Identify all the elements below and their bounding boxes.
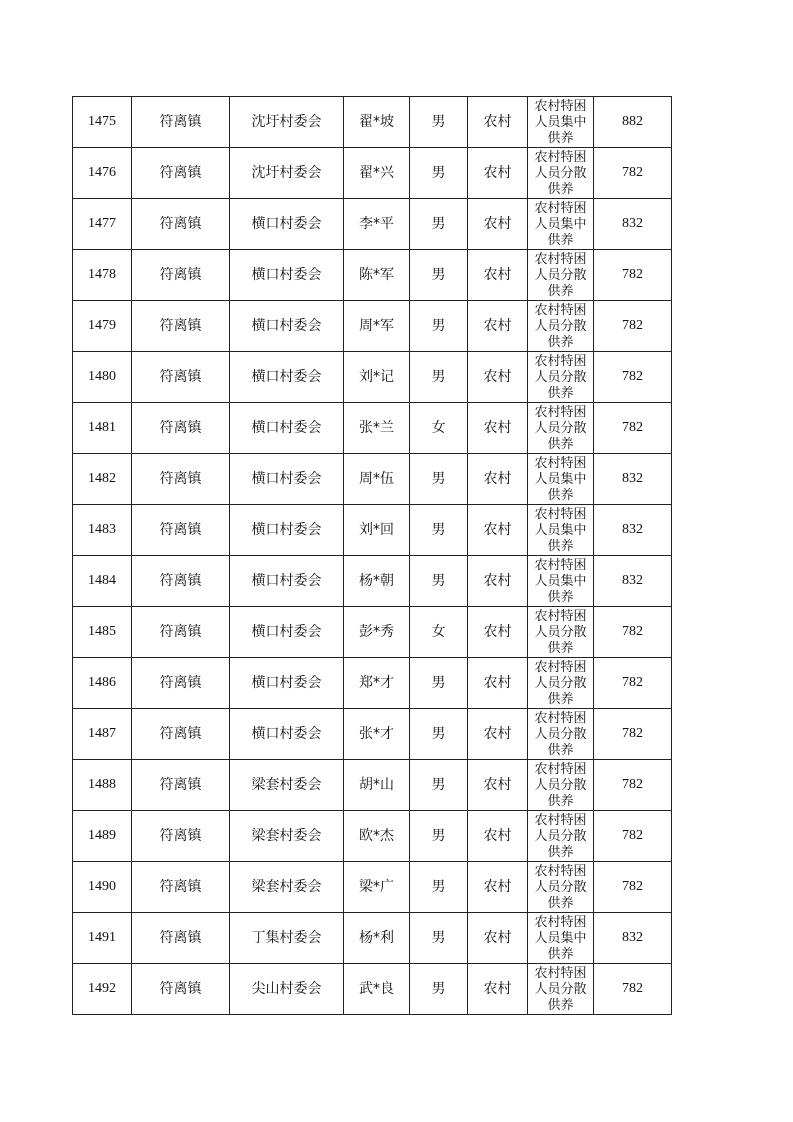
cell-gender: 男 <box>410 505 468 556</box>
cell-town: 符离镇 <box>132 607 230 658</box>
cell-town: 符离镇 <box>132 811 230 862</box>
cell-serial-number: 1477 <box>73 199 132 250</box>
cell-town: 符离镇 <box>132 862 230 913</box>
cell-relief-category <box>528 658 594 709</box>
cell-area-type: 农村 <box>468 403 528 454</box>
table-row <box>73 862 672 913</box>
cell-town: 符离镇 <box>132 709 230 760</box>
relief-category-text: 农村特困人员分散供养 <box>534 150 587 196</box>
cell-area-type: 农村 <box>468 352 528 403</box>
cell-village-committee: 尖山村委会 <box>230 964 344 1015</box>
cell-relief-category <box>528 97 594 148</box>
table-row <box>73 964 672 1015</box>
cell-serial-number: 1491 <box>73 913 132 964</box>
relief-category-text: 农村特困人员分散供养 <box>534 303 587 349</box>
table-row <box>73 454 672 505</box>
cell-relief-category <box>528 403 594 454</box>
cell-serial-number: 1490 <box>73 862 132 913</box>
cell-person-name: 武*良 <box>344 964 410 1015</box>
relief-category-text: 农村特困人员分散供养 <box>534 864 587 910</box>
relief-category-text: 农村特困人员集中供养 <box>534 507 587 553</box>
cell-person-name: 翟*坡 <box>344 97 410 148</box>
relief-category-text: 农村特困人员集中供养 <box>534 558 587 604</box>
cell-town: 符离镇 <box>132 403 230 454</box>
cell-serial-number: 1484 <box>73 556 132 607</box>
relief-category-text: 农村特困人员分散供养 <box>534 762 587 808</box>
cell-relief-category <box>528 913 594 964</box>
cell-gender: 男 <box>410 301 468 352</box>
cell-village-committee: 梁套村委会 <box>230 862 344 913</box>
cell-serial-number: 1478 <box>73 250 132 301</box>
relief-category-text: 农村特困人员分散供养 <box>534 966 587 1012</box>
cell-area-type: 农村 <box>468 658 528 709</box>
cell-person-name: 张*才 <box>344 709 410 760</box>
cell-monthly-amount: 832 <box>594 199 672 250</box>
cell-village-committee: 横口村委会 <box>230 403 344 454</box>
cell-village-committee: 梁套村委会 <box>230 811 344 862</box>
cell-village-committee: 横口村委会 <box>230 301 344 352</box>
relief-category-text: 农村特困人员集中供养 <box>534 201 587 247</box>
cell-area-type: 农村 <box>468 97 528 148</box>
cell-area-type: 农村 <box>468 964 528 1015</box>
cell-town: 符离镇 <box>132 658 230 709</box>
cell-area-type: 农村 <box>468 148 528 199</box>
cell-monthly-amount: 832 <box>594 556 672 607</box>
table-row <box>73 658 672 709</box>
table-row <box>73 709 672 760</box>
cell-gender: 男 <box>410 964 468 1015</box>
cell-town: 符离镇 <box>132 505 230 556</box>
cell-town: 符离镇 <box>132 301 230 352</box>
relief-category-text: 农村特困人员集中供养 <box>534 915 587 961</box>
cell-person-name: 杨*朝 <box>344 556 410 607</box>
cell-town: 符离镇 <box>132 250 230 301</box>
cell-serial-number: 1475 <box>73 97 132 148</box>
cell-serial-number: 1481 <box>73 403 132 454</box>
cell-monthly-amount: 782 <box>594 760 672 811</box>
cell-village-committee: 梁套村委会 <box>230 760 344 811</box>
cell-village-committee: 横口村委会 <box>230 607 344 658</box>
relief-category-text: 农村特困人员分散供养 <box>534 660 587 706</box>
cell-monthly-amount: 782 <box>594 658 672 709</box>
cell-area-type: 农村 <box>468 301 528 352</box>
cell-town: 符离镇 <box>132 97 230 148</box>
cell-relief-category <box>528 811 594 862</box>
cell-town: 符离镇 <box>132 454 230 505</box>
cell-village-committee: 横口村委会 <box>230 352 344 403</box>
cell-relief-category <box>528 199 594 250</box>
cell-area-type: 农村 <box>468 505 528 556</box>
cell-town: 符离镇 <box>132 148 230 199</box>
cell-gender: 女 <box>410 607 468 658</box>
cell-monthly-amount: 782 <box>594 352 672 403</box>
cell-person-name: 欧*杰 <box>344 811 410 862</box>
cell-monthly-amount: 882 <box>594 97 672 148</box>
table-row <box>73 97 672 148</box>
cell-gender: 男 <box>410 658 468 709</box>
cell-village-committee: 横口村委会 <box>230 250 344 301</box>
cell-village-committee: 横口村委会 <box>230 658 344 709</box>
relief-category-text: 农村特困人员集中供养 <box>534 456 587 502</box>
table-row <box>73 760 672 811</box>
cell-monthly-amount: 782 <box>594 301 672 352</box>
cell-gender: 男 <box>410 148 468 199</box>
cell-monthly-amount: 782 <box>594 964 672 1015</box>
cell-town: 符离镇 <box>132 199 230 250</box>
cell-area-type: 农村 <box>468 250 528 301</box>
cell-gender: 男 <box>410 352 468 403</box>
cell-monthly-amount: 782 <box>594 403 672 454</box>
cell-area-type: 农村 <box>468 709 528 760</box>
cell-person-name: 梁*广 <box>344 862 410 913</box>
table-row <box>73 352 672 403</box>
cell-serial-number: 1488 <box>73 760 132 811</box>
cell-gender: 男 <box>410 556 468 607</box>
table-row <box>73 148 672 199</box>
cell-person-name: 刘*回 <box>344 505 410 556</box>
cell-area-type: 农村 <box>468 811 528 862</box>
cell-area-type: 农村 <box>468 607 528 658</box>
cell-monthly-amount: 782 <box>594 250 672 301</box>
cell-serial-number: 1485 <box>73 607 132 658</box>
cell-person-name: 胡*山 <box>344 760 410 811</box>
cell-gender: 男 <box>410 811 468 862</box>
cell-village-committee: 横口村委会 <box>230 505 344 556</box>
cell-gender: 男 <box>410 454 468 505</box>
cell-area-type: 农村 <box>468 199 528 250</box>
table-row <box>73 556 672 607</box>
cell-village-committee: 横口村委会 <box>230 199 344 250</box>
cell-serial-number: 1486 <box>73 658 132 709</box>
cell-person-name: 杨*利 <box>344 913 410 964</box>
relief-category-text: 农村特困人员分散供养 <box>534 711 587 757</box>
cell-gender: 男 <box>410 250 468 301</box>
cell-person-name: 周*军 <box>344 301 410 352</box>
table-row <box>73 301 672 352</box>
cell-person-name: 彭*秀 <box>344 607 410 658</box>
cell-relief-category <box>528 607 594 658</box>
cell-village-committee: 沈圩村委会 <box>230 148 344 199</box>
cell-area-type: 农村 <box>468 454 528 505</box>
cell-relief-category <box>528 352 594 403</box>
cell-village-committee: 横口村委会 <box>230 556 344 607</box>
cell-area-type: 农村 <box>468 913 528 964</box>
cell-gender: 男 <box>410 913 468 964</box>
cell-person-name: 郑*才 <box>344 658 410 709</box>
cell-relief-category <box>528 148 594 199</box>
cell-person-name: 翟*兴 <box>344 148 410 199</box>
cell-relief-category <box>528 862 594 913</box>
cell-monthly-amount: 832 <box>594 505 672 556</box>
cell-serial-number: 1483 <box>73 505 132 556</box>
cell-gender: 男 <box>410 760 468 811</box>
cell-relief-category <box>528 964 594 1015</box>
cell-monthly-amount: 782 <box>594 148 672 199</box>
cell-monthly-amount: 782 <box>594 862 672 913</box>
cell-town: 符离镇 <box>132 556 230 607</box>
cell-town: 符离镇 <box>132 352 230 403</box>
cell-relief-category <box>528 301 594 352</box>
cell-area-type: 农村 <box>468 862 528 913</box>
table-row <box>73 250 672 301</box>
cell-gender: 男 <box>410 199 468 250</box>
cell-serial-number: 1482 <box>73 454 132 505</box>
cell-area-type: 农村 <box>468 556 528 607</box>
cell-monthly-amount: 832 <box>594 913 672 964</box>
relief-category-text: 农村特困人员分散供养 <box>534 354 587 400</box>
cell-person-name: 李*平 <box>344 199 410 250</box>
cell-relief-category <box>528 505 594 556</box>
cell-relief-category <box>528 454 594 505</box>
relief-roster-sheet <box>72 96 671 1015</box>
table-row <box>73 607 672 658</box>
relief-roster-table <box>72 96 672 1015</box>
cell-gender: 男 <box>410 709 468 760</box>
table-row <box>73 811 672 862</box>
cell-relief-category <box>528 250 594 301</box>
cell-village-committee: 横口村委会 <box>230 709 344 760</box>
table-row <box>73 199 672 250</box>
cell-area-type: 农村 <box>468 760 528 811</box>
cell-town: 符离镇 <box>132 964 230 1015</box>
cell-serial-number: 1476 <box>73 148 132 199</box>
cell-monthly-amount: 782 <box>594 709 672 760</box>
cell-serial-number: 1489 <box>73 811 132 862</box>
cell-serial-number: 1480 <box>73 352 132 403</box>
table-row <box>73 505 672 556</box>
cell-person-name: 陈*军 <box>344 250 410 301</box>
cell-person-name: 张*兰 <box>344 403 410 454</box>
table-row <box>73 913 672 964</box>
cell-town: 符离镇 <box>132 913 230 964</box>
cell-serial-number: 1492 <box>73 964 132 1015</box>
cell-monthly-amount: 782 <box>594 607 672 658</box>
cell-gender: 女 <box>410 403 468 454</box>
relief-category-text: 农村特困人员分散供养 <box>534 813 587 859</box>
cell-town: 符离镇 <box>132 760 230 811</box>
cell-gender: 男 <box>410 862 468 913</box>
cell-monthly-amount: 782 <box>594 811 672 862</box>
cell-village-committee: 沈圩村委会 <box>230 97 344 148</box>
relief-category-text: 农村特困人员分散供养 <box>534 252 587 298</box>
relief-category-text: 农村特困人员分散供养 <box>534 609 587 655</box>
relief-category-text: 农村特困人员分散供养 <box>534 405 587 451</box>
cell-village-committee: 横口村委会 <box>230 454 344 505</box>
table-row <box>73 403 672 454</box>
cell-person-name: 刘*记 <box>344 352 410 403</box>
roster-body <box>73 97 672 1015</box>
cell-relief-category <box>528 760 594 811</box>
cell-serial-number: 1487 <box>73 709 132 760</box>
cell-gender: 男 <box>410 97 468 148</box>
relief-category-text: 农村特困人员集中供养 <box>534 99 587 145</box>
cell-village-committee: 丁集村委会 <box>230 913 344 964</box>
cell-relief-category <box>528 556 594 607</box>
cell-monthly-amount: 832 <box>594 454 672 505</box>
cell-serial-number: 1479 <box>73 301 132 352</box>
cell-person-name: 周*伍 <box>344 454 410 505</box>
cell-relief-category <box>528 709 594 760</box>
